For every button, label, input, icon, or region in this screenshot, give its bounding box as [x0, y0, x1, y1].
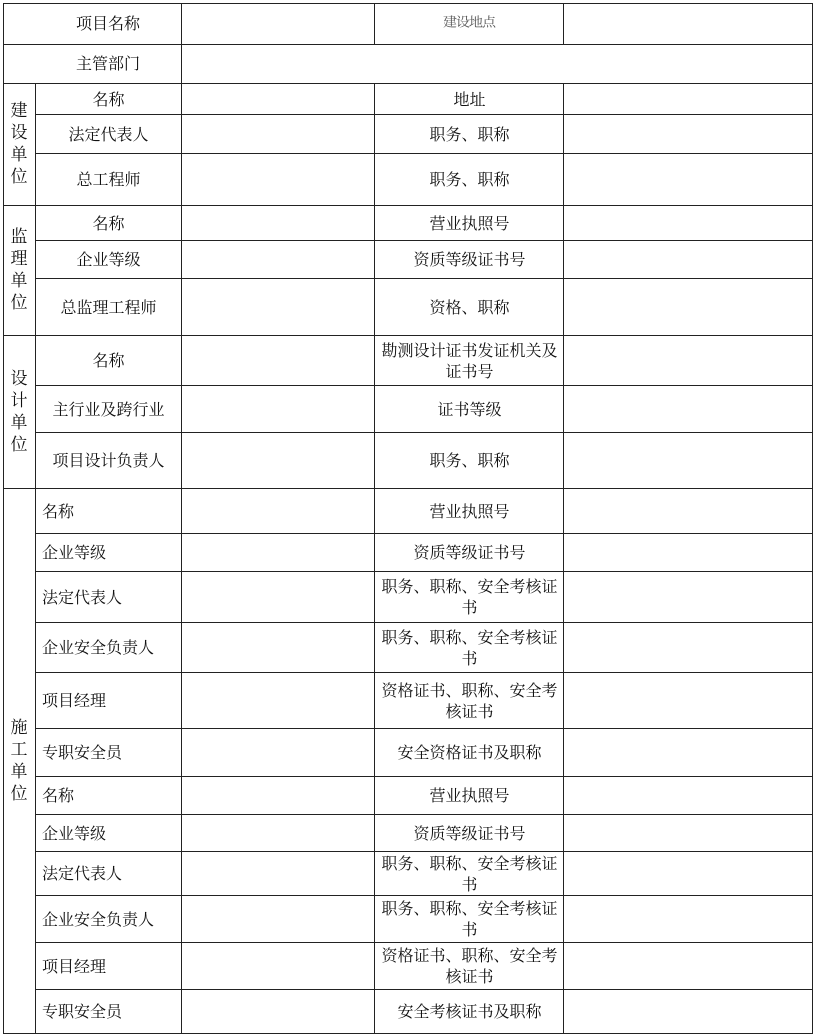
site-value[interactable]: [564, 3, 812, 43]
contractor-unit-field-value[interactable]: [182, 943, 374, 989]
construction-unit-field-label: 名称: [92, 89, 125, 109]
contractor-unit-field-value[interactable]: [182, 815, 374, 851]
supervision-unit-field-value[interactable]: [182, 241, 374, 278]
supervision-unit-field-value[interactable]: [182, 206, 374, 240]
department-value[interactable]: [182, 44, 812, 82]
contractor-unit-field-value[interactable]: [182, 673, 374, 728]
supervision-unit-field-label: 总监理工程师: [60, 297, 157, 317]
design-unit-field-label-secondary: 证书等级: [437, 399, 502, 419]
design-unit-field-value-secondary[interactable]: [564, 336, 812, 385]
supervision-unit-field-value[interactable]: [182, 279, 374, 335]
contractor-unit-field-label: 专职安全员: [42, 743, 123, 762]
construction-unit-field-value-secondary[interactable]: [564, 115, 812, 153]
contractor-unit-field-label: 法定代表人: [42, 864, 123, 883]
design-unit-field-value[interactable]: [182, 336, 374, 385]
contractor-unit-field-value[interactable]: [182, 623, 374, 672]
construction-unit-field-label: 法定代表人: [68, 124, 149, 144]
design-unit-label: 设 计 单 位: [10, 368, 28, 455]
supervision-unit-field-value-secondary[interactable]: [564, 279, 812, 335]
contractor-unit-field-label-secondary: 安全资格证书及职称: [397, 743, 542, 762]
construction-unit-field-value[interactable]: [182, 154, 374, 205]
contractor-unit-field-value[interactable]: [182, 852, 374, 895]
design-unit-field-label: 名称: [92, 351, 125, 370]
design-unit-field-value[interactable]: [182, 433, 374, 488]
department-label: 主管部门: [75, 53, 140, 73]
contractor-unit-field-value-secondary[interactable]: [564, 572, 812, 622]
contractor-unit-field-value-secondary[interactable]: [564, 896, 812, 942]
contractor-unit-field-value[interactable]: [182, 489, 374, 533]
design-unit-field-value-secondary[interactable]: [564, 386, 812, 432]
construction-unit-field-value[interactable]: [182, 115, 374, 153]
contractor-unit-field-label: 企业等级: [42, 823, 107, 843]
contractor-unit-field-value[interactable]: [182, 534, 374, 571]
contractor-unit-field-label: 法定代表人: [42, 587, 123, 607]
contractor-unit-field-value-secondary[interactable]: [564, 815, 812, 851]
contractor-unit-label: 施 工 单 位: [10, 717, 28, 804]
contractor-unit-field-value-secondary[interactable]: [564, 673, 812, 728]
contractor-unit-field-label-secondary: 资格证书、职称、安全考核证书: [381, 680, 558, 721]
supervision-unit-label: 监 理 单 位: [10, 227, 28, 313]
design-unit-field-value-secondary[interactable]: [564, 433, 812, 488]
design-unit-field-label: 主行业及跨行业: [52, 399, 165, 419]
design-unit-field-label-secondary: 勘测设计证书发证机关及证书号: [381, 340, 558, 381]
contractor-unit-field-value[interactable]: [182, 777, 374, 814]
contractor-unit-field-label-secondary: 职务、职称、安全考核证书: [381, 627, 558, 668]
contractor-unit-field-value-secondary[interactable]: [564, 777, 812, 814]
contractor-unit-field-label-secondary: 职务、职称、安全考核证书: [381, 853, 558, 894]
construction-unit-field-label-secondary: 地址: [453, 89, 486, 109]
contractor-unit-field-value[interactable]: [182, 729, 374, 776]
contractor-unit-field-value-secondary[interactable]: [564, 623, 812, 672]
contractor-unit-field-label: 企业安全负责人: [42, 638, 155, 657]
contractor-unit-field-value[interactable]: [182, 896, 374, 942]
supervision-unit-field-label-secondary: 资格、职称: [429, 297, 510, 317]
supervision-unit-field-label-secondary: 资质等级证书号: [413, 250, 526, 269]
contractor-unit-field-value-secondary[interactable]: [564, 990, 812, 1033]
contractor-unit-field-label: 项目经理: [42, 691, 107, 710]
project-name-label: 项目名称: [75, 13, 140, 33]
construction-unit-label: 建 设 单 位: [10, 101, 28, 187]
grid-line-horizontal: [3, 1033, 813, 1034]
contractor-unit-field-value-secondary[interactable]: [564, 852, 812, 895]
contractor-unit-field-label: 企业安全负责人: [42, 909, 155, 929]
contractor-unit-field-value[interactable]: [182, 990, 374, 1033]
supervision-unit-field-label: 名称: [92, 213, 125, 233]
construction-unit-field-value-secondary[interactable]: [564, 84, 812, 114]
supervision-unit-field-value-secondary[interactable]: [564, 206, 812, 240]
supervision-unit-field-value-secondary[interactable]: [564, 241, 812, 278]
contractor-unit-field-label: 名称: [42, 786, 75, 805]
site-label: 建设地点: [443, 15, 495, 30]
construction-unit-field-label-secondary: 职务、职称: [429, 170, 510, 189]
grid-line-vertical: [812, 3, 813, 1034]
construction-unit-field-label: 总工程师: [76, 170, 141, 189]
contractor-unit-field-label-secondary: 职务、职称、安全考核证书: [381, 577, 558, 617]
design-unit-field-label-secondary: 职务、职称: [429, 451, 510, 470]
project-name-value[interactable]: [182, 3, 374, 43]
design-unit-field-label: 项目设计负责人: [52, 451, 165, 470]
contractor-unit-field-label: 名称: [42, 501, 75, 521]
contractor-unit-field-value-secondary[interactable]: [564, 729, 812, 776]
contractor-unit-field-label: 企业等级: [42, 543, 107, 562]
construction-unit-field-value-secondary[interactable]: [564, 154, 812, 205]
supervision-unit-field-label-secondary: 营业执照号: [429, 213, 510, 233]
contractor-unit-field-label-secondary: 资质等级证书号: [413, 823, 526, 843]
contractor-unit-field-label-secondary: 营业执照号: [429, 786, 510, 805]
construction-unit-field-value[interactable]: [182, 84, 374, 114]
contractor-unit-field-label-secondary: 资质等级证书号: [413, 543, 526, 562]
contractor-unit-field-label-secondary: 职务、职称、安全考核证书: [381, 899, 558, 939]
grid-line-vertical: [3, 3, 4, 1034]
contractor-unit-field-value-secondary[interactable]: [564, 534, 812, 571]
contractor-unit-field-label-secondary: 营业执照号: [429, 501, 510, 521]
contractor-unit-field-value[interactable]: [182, 572, 374, 622]
contractor-unit-field-label-secondary: 安全考核证书及职称: [397, 1002, 542, 1021]
contractor-unit-field-label: 专职安全员: [42, 1002, 123, 1021]
contractor-unit-field-label: 项目经理: [42, 956, 107, 976]
supervision-unit-field-label: 企业等级: [76, 250, 141, 269]
contractor-unit-field-value-secondary[interactable]: [564, 489, 812, 533]
contractor-unit-field-label-secondary: 资格证书、职称、安全考核证书: [381, 946, 558, 986]
contractor-unit-field-value-secondary[interactable]: [564, 943, 812, 989]
construction-unit-field-label-secondary: 职务、职称: [429, 124, 510, 144]
design-unit-field-value[interactable]: [182, 386, 374, 432]
